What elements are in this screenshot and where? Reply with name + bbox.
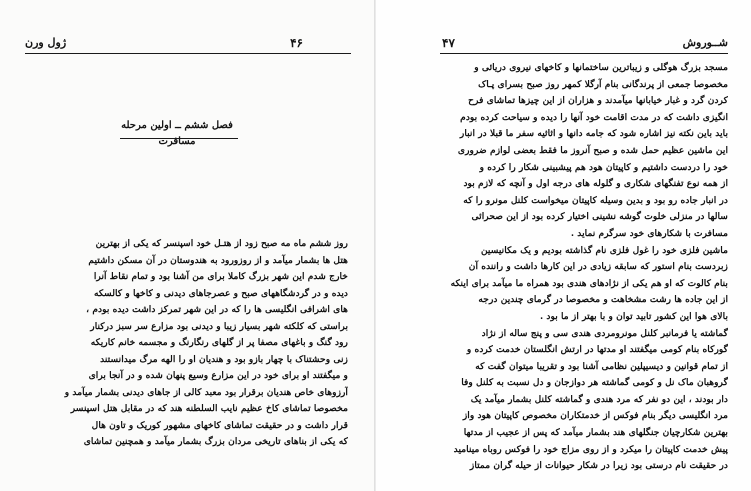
text-line: هتل ها بشمار میآمد و از روزورود به هندوستان در آن مسکن داشتیم	[88, 254, 348, 266]
left-page-header	[25, 34, 351, 52]
text-line: این ماشین عظیم حمل شده و صبح آنروز ما فقط بعضی لوازم ضروری	[457, 144, 728, 156]
right-page-number: ۴۷	[442, 36, 455, 50]
text-line: که یکی از بناهای تاریخی مردان بزرگ بشمار میآمد و همچنین تماشای	[83, 436, 348, 447]
text-line: زنی وحشتناک با چهار بازو بود و هندیان او را الهه مرگ میدانستند	[100, 353, 348, 365]
left-running-title: ژول ورن	[25, 36, 67, 49]
right-running-title: شــوروش	[682, 36, 728, 49]
text-line: باید باین نکته نیز اشاره شود که جامه دانها و اثاثیه سفر ما قبلا در انبار	[459, 128, 728, 140]
text-line: مخصوصا جمعی از پرندگانی بنام آرگلا کمهر روز صبح بسرای پـاک	[478, 78, 728, 90]
text-line: روز ششم ماه مه صبح زود از هتـل خود اسپنسر که یکی از بهترین	[95, 238, 348, 249]
text-line: های اشرافی انگلیسی ها را که در این شهر تمرکز داشت دیده بودم ،	[86, 304, 348, 315]
text-line: گماشته یا فرمانبر کلنل مونرومردی هندی سی و پنج ساله از نژاد	[481, 327, 728, 339]
text-line: گورکاه بنام کومی میگفتند او مدتها در ارتش انگلستان خدمت کرده و	[466, 344, 728, 356]
text-line: کردن گرد و غبار خیابانها میآمدند و هزاران از این چیزها تماشای فرح	[468, 95, 728, 107]
text-line: مسجد بزرگ هوگلی و زیباترین ساختمانها و کاخهای نیروی دریائی و	[474, 62, 728, 73]
text-line: از همه نوع تفنگهای شکاری و گلوله های درجه اول و آنچه که لازم بود	[463, 178, 728, 190]
text-line: زبردست بنام استور که سابقه زیادی در این کارها داشت و راننده آن	[468, 261, 728, 273]
text-line: در حقیقت نام درستی بود زیرا در شکار حیوانات از حیله گران ممتاز	[469, 460, 728, 472]
left-header-rule	[25, 53, 351, 54]
chapter-heading-rule	[120, 138, 238, 139]
text-line: خود را دردست داشتیم و کاپیتان هود هم پیشبینی شکار را کرده و	[479, 161, 728, 173]
chapter-heading: فصل ششم ــ اولین مرحله مسافرت	[121, 120, 233, 147]
text-line: قرار داشت و در حقیقت تماشای کاخهای مشهور کوریک و تاون هال	[91, 419, 348, 431]
text-line: انگیزی داشت که در مدت اقامت خود آنها را دیده و سیاحت کرده بودم	[460, 111, 728, 123]
text-line: آرزوهای خاص هندیان برقرار بود معبد کالی از جاهای دیدنی بشمار میآمد و	[64, 386, 348, 398]
text-line: بهترین شکارچیان جنگلهای هند بشمار میآمد که پس از عجیب از مدتها	[463, 427, 728, 439]
text-line: از این جاده ها رشت مشخاهت و مخصوصا در گرمای چندین درجه	[478, 294, 728, 306]
left-page-number: ۴۶	[290, 36, 303, 50]
text-line: خارج شدم این شهر بزرگ کاملا برای من آشنا بود و تمام نقاط آنرا	[93, 271, 348, 282]
right-page	[376, 0, 751, 491]
text-line: و میگفتند او برای خود در این مزارع وسیع پنهان شده و در آنجا برای	[88, 370, 348, 381]
text-line: دار بودند ، این دو نفر که مرد هندی و گماشته کلنل بشمار میآمد یک	[470, 393, 728, 405]
right-body-text	[442, 60, 728, 475]
text-line: دیده و در گردشگاههای صبح و عصرجاهای دیدنی و کاخها و کالسکه	[94, 287, 348, 299]
text-line: بالای هوا این کشور تابید توان و با بهتر از ما بود .	[539, 310, 728, 322]
text-line: براستی که کلکته شهر بسیار زیبا و دیدنی بود مزارع سر سبز درکنار	[90, 320, 348, 332]
text-line: بنام کالوت که او هم یکی از نژادهای هندی بود همراه ما میآمد برای اینکه	[450, 277, 728, 289]
text-line: پیش خدمت کاپیتان را میکرد و از روی مزاج خود را فوکس روباه مینامید	[453, 443, 728, 455]
left-page	[0, 0, 375, 491]
right-header-rule	[440, 53, 728, 54]
right-page-header	[440, 34, 728, 52]
text-line: در انبار جاده رو بود و بدین وسیله کاپیتان میخواست کلنل مونرو را که	[463, 194, 728, 206]
text-line: ماشین فلزی خود را غول فلزی نام گذاشته بودیم و یک مکانیسین	[480, 244, 728, 256]
text-line: سالها در منزلی خلوت گوشه نشینی اختیار کرده بود از این صحرائی	[471, 211, 728, 223]
text-line: مسافرت با شکارهای خود سرگرم نماید .	[570, 227, 728, 239]
left-body-text	[28, 236, 348, 451]
text-line: رود گنگ و باغهای مصفا پر از گلهای رنگارنگ و مجسمه خانم کاریکه	[90, 337, 348, 348]
text-line: از تمام قوانین و دیسیپلین نظامی آشنا بود و تقریبا میتوان گفت که	[475, 360, 728, 372]
text-line: گروهبان ماک نل و کومی گماشته هر دوازجان و دل نسبت به کلنل وفا	[461, 377, 728, 389]
text-line: مخصوصا تماشای کاخ عظیم نایب السلطنه هند که در مقابل هتل اسپنسر	[70, 403, 348, 414]
text-line: مرد انگلیسی دیگر بنام فوکس از خدمتکاران مخصوص کاپیتان هود واز	[462, 410, 728, 422]
